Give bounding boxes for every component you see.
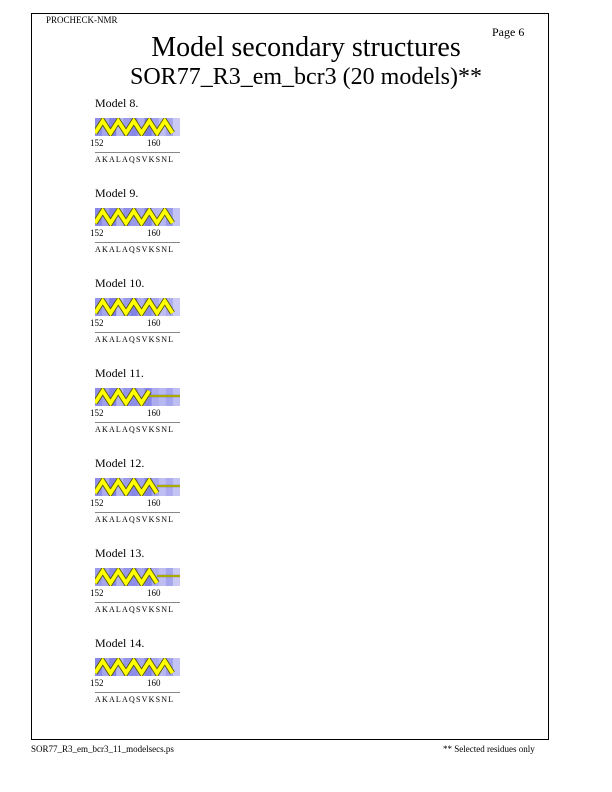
model-block — [90, 96, 215, 181]
residue-sequence: AKALAQSVKSNL — [95, 515, 175, 524]
secondary-structure-strip — [95, 478, 180, 496]
tick-residue-number: 160 — [147, 498, 161, 508]
model-label: Model 10. — [95, 276, 145, 290]
start-residue-number: 152 — [90, 138, 104, 148]
accessibility-cell — [173, 298, 180, 316]
page-number: Page 6 — [492, 25, 525, 39]
helix-plot — [95, 478, 180, 496]
start-residue-number: 152 — [90, 498, 104, 508]
model-label: Model 8. — [95, 96, 139, 110]
helix-plot — [95, 568, 180, 586]
model-label: Model 11. — [95, 366, 144, 380]
residue-sequence: AKALAQSVKSNL — [95, 695, 175, 704]
sequence-rule — [95, 332, 180, 333]
helix-plot — [95, 388, 180, 406]
start-residue-number: 152 — [90, 228, 104, 238]
footer-note: ** Selected residues only — [443, 744, 535, 754]
page-title: Model secondary structures — [151, 32, 461, 63]
helix-plot — [95, 658, 180, 676]
residue-sequence: AKALAQSVKSNL — [95, 605, 175, 614]
model-block — [90, 276, 215, 361]
sequence-rule — [95, 602, 180, 603]
model-label: Model 12. — [95, 456, 145, 470]
secondary-structure-strip — [95, 388, 180, 406]
sequence-rule — [95, 242, 180, 243]
model-block — [90, 546, 215, 631]
model-block — [90, 636, 215, 721]
page-subtitle: SOR77_R3_em_bcr3 (20 models)** — [130, 64, 482, 90]
model-label: Model 9. — [95, 186, 139, 200]
sequence-rule — [95, 152, 180, 153]
model-label: Model 13. — [95, 546, 145, 560]
sequence-rule — [95, 422, 180, 423]
tick-residue-number: 160 — [147, 678, 161, 688]
model-block — [90, 456, 215, 541]
model-block — [90, 186, 215, 271]
model-label: Model 14. — [95, 636, 145, 650]
accessibility-cell — [173, 208, 180, 226]
sequence-rule — [95, 692, 180, 693]
start-residue-number: 152 — [90, 678, 104, 688]
helix-plot — [95, 208, 180, 226]
secondary-structure-strip — [95, 298, 180, 316]
start-residue-number: 152 — [90, 588, 104, 598]
accessibility-cell — [173, 658, 180, 676]
model-block — [90, 366, 215, 451]
tick-residue-number: 160 — [147, 138, 161, 148]
start-residue-number: 152 — [90, 408, 104, 418]
program-name: PROCHECK-NMR — [46, 15, 118, 25]
tick-residue-number: 160 — [147, 228, 161, 238]
secondary-structure-strip — [95, 658, 180, 676]
start-residue-number: 152 — [90, 318, 104, 328]
residue-sequence: AKALAQSVKSNL — [95, 335, 175, 344]
tick-residue-number: 160 — [147, 588, 161, 598]
helix-plot — [95, 118, 180, 136]
tick-residue-number: 160 — [147, 408, 161, 418]
secondary-structure-strip — [95, 568, 180, 586]
sequence-rule — [95, 512, 180, 513]
secondary-structure-strip — [95, 208, 180, 226]
residue-sequence: AKALAQSVKSNL — [95, 155, 175, 164]
tick-residue-number: 160 — [147, 318, 161, 328]
footer-filename: SOR77_R3_em_bcr3_11_modelsecs.ps — [31, 744, 174, 754]
residue-sequence: AKALAQSVKSNL — [95, 245, 175, 254]
secondary-structure-strip — [95, 118, 180, 136]
residue-sequence: AKALAQSVKSNL — [95, 425, 175, 434]
accessibility-cell — [173, 118, 180, 136]
helix-plot — [95, 298, 180, 316]
